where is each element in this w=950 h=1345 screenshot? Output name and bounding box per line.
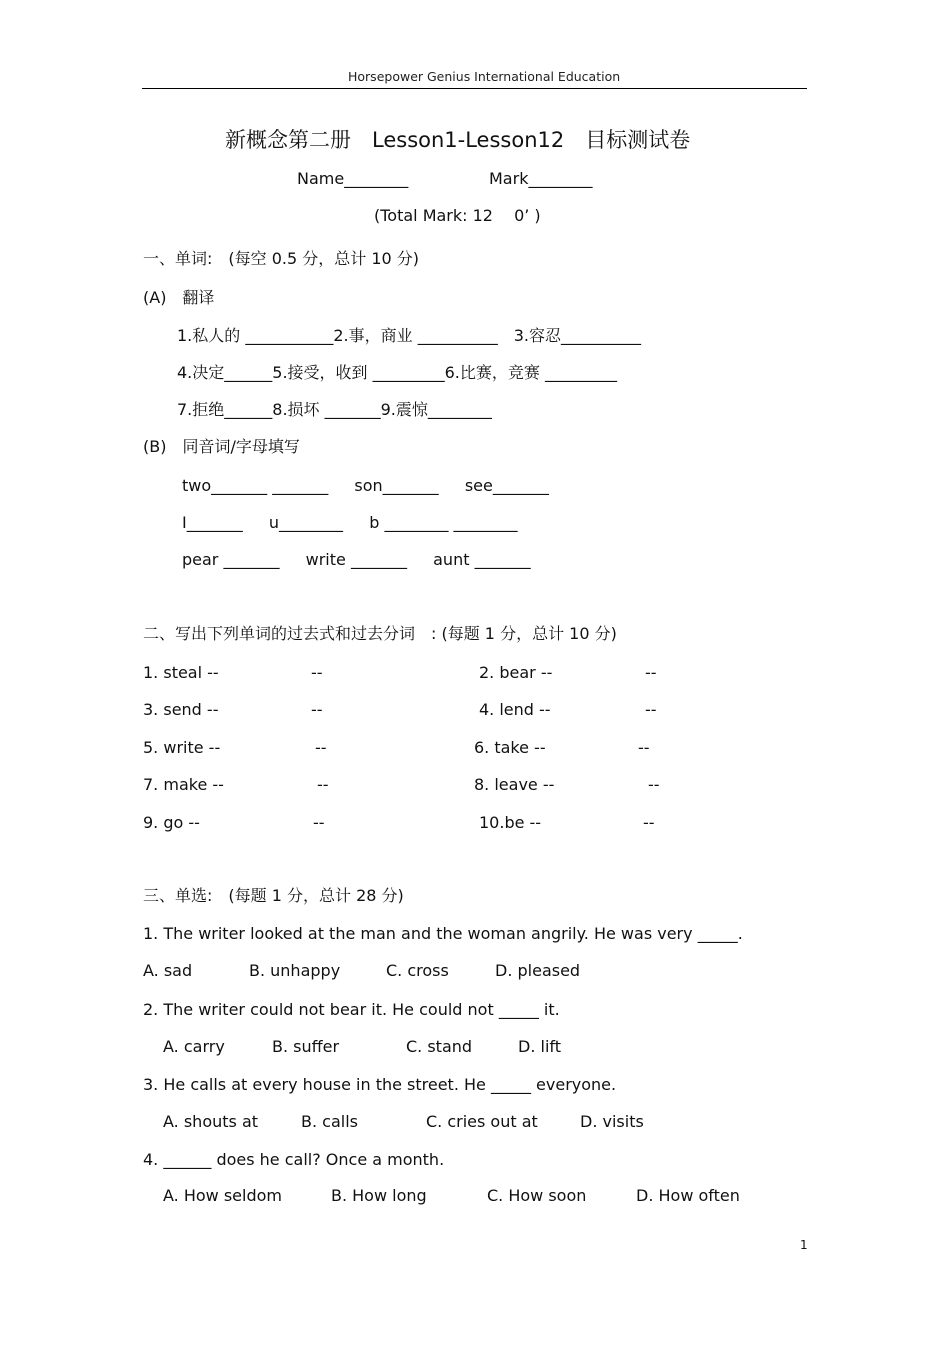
verb-dash: -- (645, 700, 657, 719)
section2-heading: 二、写出下列单词的过去式和过去分词 : (每题 1 分，总计 10 分) (143, 624, 617, 643)
header-rule (142, 88, 807, 89)
option-a: A. How seldom (163, 1186, 282, 1205)
question-text: 3. He calls at every house in the street. He _____ everyone. (143, 1075, 617, 1094)
option-c: C. stand (406, 1037, 473, 1056)
verb-dash: -- (643, 813, 655, 832)
name-field: Name________ (297, 169, 409, 188)
option-c: C. How soon (487, 1186, 587, 1205)
question-text: 2. The writer could not bear it. He could not _____ it. (143, 1000, 560, 1019)
verb-dash: -- (645, 663, 657, 682)
header-org: Horsepower Genius International Education (348, 69, 621, 84)
option-b: B. How long (331, 1186, 427, 1205)
partA-line: 4.决定______5.接受，收到 _________6.比赛，竞赛 _________ (177, 363, 617, 382)
option-c: C. cross (386, 961, 449, 980)
verb-dash: -- (315, 738, 327, 757)
verb-item-left: 5. write -- (143, 738, 221, 757)
verb-item-left: 1. steal -- (143, 663, 219, 682)
verb-item-right: 8. leave -- (474, 775, 555, 794)
option-b: B. suffer (272, 1037, 340, 1056)
verb-item-left: 9. go -- (143, 813, 200, 832)
option-b: B. calls (301, 1112, 358, 1131)
verb-dash: -- (311, 663, 323, 682)
mark-field: Mark________ (489, 169, 593, 188)
question-text: 1. The writer looked at the man and the woman angrily. He was very _____. (143, 924, 743, 943)
question-text: 4. ______ does he call? Once a month. (143, 1150, 445, 1169)
section1-partB-label: (B) 同音词/字母填写 (143, 437, 300, 456)
total-mark: (Total Mark: 12 0’ ) (374, 206, 541, 225)
verb-dash: -- (313, 813, 325, 832)
partB-line: pear _______ write _______ aunt _______ (182, 550, 531, 569)
verb-dash: -- (638, 738, 650, 757)
section1-heading: 一、单词: (每空 0.5 分，总计 10 分) (143, 249, 420, 268)
verb-dash: -- (311, 700, 323, 719)
verb-item-right: 6. take -- (474, 738, 546, 757)
verb-item-right: 2. bear -- (479, 663, 553, 682)
partA-line: 7.拒绝______8.损坏 _______9.震惊________ (177, 400, 492, 419)
option-d: D. visits (580, 1112, 644, 1131)
option-c: C. cries out at (426, 1112, 538, 1131)
section3-heading: 三、单选: (每题 1 分，总计 28 分) (143, 886, 404, 905)
section1-partA-label: (A) 翻译 (143, 288, 215, 307)
option-a: A. shouts at (163, 1112, 259, 1131)
verb-item-right: 10.be -- (479, 813, 542, 832)
verb-dash: -- (317, 775, 329, 794)
page-title: 新概念第二册 Lesson1-Lesson12 目标测试卷 (225, 128, 691, 152)
verb-item-left: 3. send -- (143, 700, 219, 719)
verb-item-left: 7. make -- (143, 775, 224, 794)
partB-line: I_______ u________ b ________ ________ (182, 513, 518, 532)
option-a: A. sad (143, 961, 193, 980)
option-d: D. How often (636, 1186, 740, 1205)
partB-line: two_______ _______ son_______ see_______ (182, 476, 549, 495)
partA-line: 1.私人的 ___________2.事，商业 __________ 3.容忍__________ (177, 326, 641, 345)
option-b: B. unhappy (249, 961, 341, 980)
option-d: D. lift (518, 1037, 562, 1056)
option-a: A. carry (163, 1037, 225, 1056)
verb-item-right: 4. lend -- (479, 700, 551, 719)
option-d: D. pleased (495, 961, 581, 980)
page-number: 1 (800, 1238, 808, 1252)
verb-dash: -- (648, 775, 660, 794)
